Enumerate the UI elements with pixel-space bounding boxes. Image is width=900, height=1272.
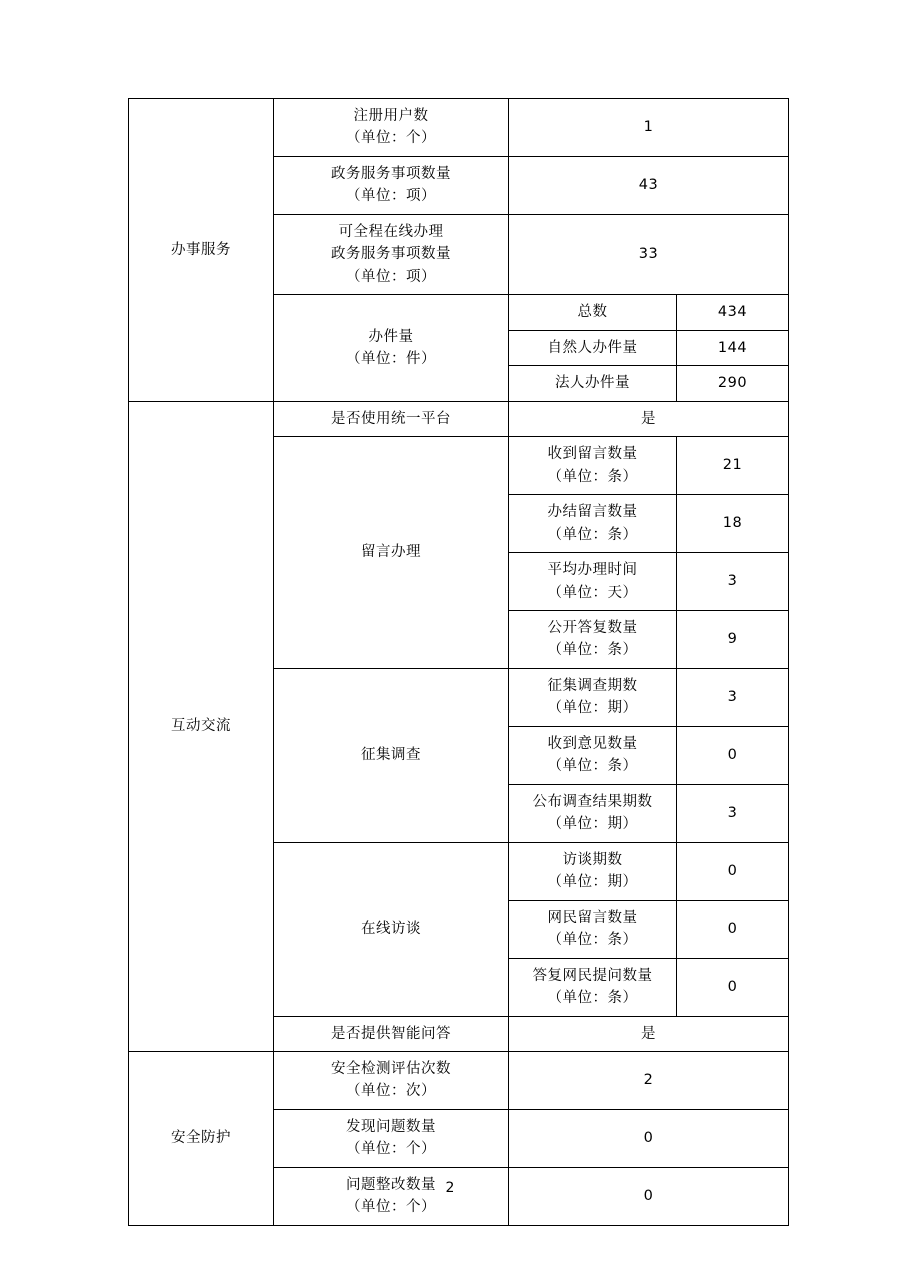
metric-value-cell: 9 [677, 610, 789, 668]
sub-metric-label-cell-line: （单位：期） [547, 700, 638, 717]
metric-value-cell: 3 [677, 553, 789, 611]
sub-metric-label-cell-line: （单位：期） [547, 816, 638, 833]
metric-label-cell-line: （单位：项） [346, 268, 436, 285]
category-cell [129, 1052, 274, 1226]
metric-label-cell-line: （单位：个） [346, 1199, 436, 1216]
page-number: 2 [445, 1180, 455, 1196]
sub-metric-label-cell-line: 答复网民提问数量 [532, 967, 653, 984]
metric-label-cell-line: （单位：个） [346, 130, 436, 147]
metric-label-cell [274, 156, 509, 214]
metric-value-cell: 18 [677, 495, 789, 553]
sub-metric-label-cell-line: 公开答复数量 [547, 619, 638, 636]
metric-label-cell [274, 437, 509, 669]
metric-label-cell-line: 在线访谈 [361, 920, 421, 937]
metric-label-cell-line: 政务服务事项数量 [331, 246, 451, 263]
metric-value-cell: 是 [509, 401, 789, 436]
sub-metric-label-cell [509, 842, 677, 900]
sub-metric-label-cell-line: （单位：条） [547, 642, 638, 659]
sub-metric-label-cell-line: （单位：期） [547, 874, 638, 891]
government-website-statistics-table [128, 98, 789, 1226]
metric-value-cell: 1 [509, 99, 789, 157]
metric-value-cell: 3 [677, 668, 789, 726]
metric-label-cell [274, 99, 509, 157]
sub-metric-label-cell [509, 726, 677, 784]
sub-metric-label-cell-line: 平均办理时间 [547, 562, 638, 579]
category-cell [129, 99, 274, 402]
category-cell-line: 互动交流 [171, 718, 231, 735]
metric-label-cell-line: （单位：项） [346, 188, 436, 205]
metric-label-cell-line: 留言办理 [361, 544, 421, 561]
metric-label-cell [274, 295, 509, 401]
metric-value-cell: 是 [509, 1016, 789, 1051]
sub-metric-label-cell-line: （单位：条） [547, 758, 638, 775]
metric-label-cell-line: 发现问题数量 [346, 1118, 436, 1135]
sub-metric-label-cell-line: （单位：天） [547, 584, 638, 601]
metric-value-cell: 144 [677, 330, 789, 365]
sub-metric-label-cell-line: 法人办件量 [555, 375, 630, 392]
sub-metric-label-cell-line: 办结留言数量 [547, 504, 638, 521]
metric-label-cell-line: 是否提供智能问答 [331, 1025, 451, 1042]
metric-label-cell-line: 政务服务事项数量 [331, 165, 451, 182]
metric-value-cell: 43 [509, 156, 789, 214]
sub-metric-label-cell-line: 公布调查结果期数 [532, 793, 653, 810]
metric-label-cell-line: 征集调查 [361, 747, 421, 764]
sub-metric-label-cell-line: 访谈期数 [562, 851, 623, 868]
metric-value-cell: 0 [677, 900, 789, 958]
metric-value-cell: 3 [677, 784, 789, 842]
metric-label-cell-line: （单位：次） [346, 1083, 436, 1100]
metric-label-cell-line: 是否使用统一平台 [331, 410, 451, 427]
table-row [129, 1052, 789, 1110]
sub-metric-label-cell-line: 自然人办件量 [547, 339, 638, 356]
metric-value-cell: 33 [509, 214, 789, 294]
sub-metric-label-cell-line: （单位：条） [547, 990, 638, 1007]
sub-metric-label-cell [509, 437, 677, 495]
metric-value-cell: 0 [677, 958, 789, 1016]
metric-label-cell-line: （单位：件） [346, 350, 436, 367]
sub-metric-label-cell [509, 553, 677, 611]
table-body [129, 99, 789, 1226]
metric-label-cell [274, 1167, 509, 1225]
metric-label-cell-line: 可全程在线办理 [338, 223, 444, 240]
sub-metric-label-cell-line: 征集调查期数 [547, 677, 638, 694]
sub-metric-label-cell-line: （单位：条） [547, 468, 638, 485]
metric-value-cell: 434 [677, 295, 789, 330]
category-cell-line: 安全防护 [171, 1130, 231, 1147]
metric-value-cell: 21 [677, 437, 789, 495]
category-cell [129, 401, 274, 1051]
sub-metric-label-cell-line: 总数 [577, 304, 608, 321]
metric-value-cell: 0 [677, 842, 789, 900]
metric-label-cell [274, 1109, 509, 1167]
metric-label-cell [274, 1016, 509, 1051]
metric-label-cell-line: 安全检测评估次数 [331, 1061, 451, 1077]
sub-metric-label-cell-line: 网民留言数量 [547, 909, 638, 926]
sub-metric-label-cell [509, 295, 677, 330]
metric-label-cell-line: 办件量 [368, 328, 414, 345]
metric-value-cell: 0 [509, 1109, 789, 1167]
sub-metric-label-cell [509, 784, 677, 842]
sub-metric-label-cell-line: （单位：条） [547, 932, 638, 949]
sub-metric-label-cell [509, 610, 677, 668]
table-row [129, 99, 789, 157]
sub-metric-label-cell-line: 收到意见数量 [547, 735, 638, 752]
sub-metric-label-cell [509, 668, 677, 726]
sub-metric-label-cell-line: （单位：条） [547, 526, 638, 543]
sub-metric-label-cell [509, 495, 677, 553]
metric-value-cell: 290 [677, 366, 789, 401]
sub-metric-label-cell-line: 收到留言数量 [547, 446, 638, 463]
sub-metric-label-cell [509, 900, 677, 958]
metric-label-cell [274, 668, 509, 842]
metric-value-cell: 2 [509, 1052, 789, 1110]
sub-metric-label-cell [509, 330, 677, 365]
sub-metric-label-cell [509, 958, 677, 1016]
metric-value-cell: 0 [509, 1167, 789, 1225]
metric-label-cell [274, 1052, 509, 1110]
table-row [129, 401, 789, 436]
metric-label-cell-line: （单位：个） [346, 1141, 436, 1158]
metric-label-cell [274, 214, 509, 294]
metric-label-cell [274, 401, 509, 436]
metric-value-cell: 0 [677, 726, 789, 784]
metric-label-cell-line: 注册用户数 [353, 108, 429, 124]
sub-metric-label-cell [509, 366, 677, 401]
category-cell-line: 办事服务 [171, 241, 231, 258]
metric-label-cell-line: 问题整改数量 [346, 1176, 436, 1193]
metric-label-cell [274, 842, 509, 1016]
